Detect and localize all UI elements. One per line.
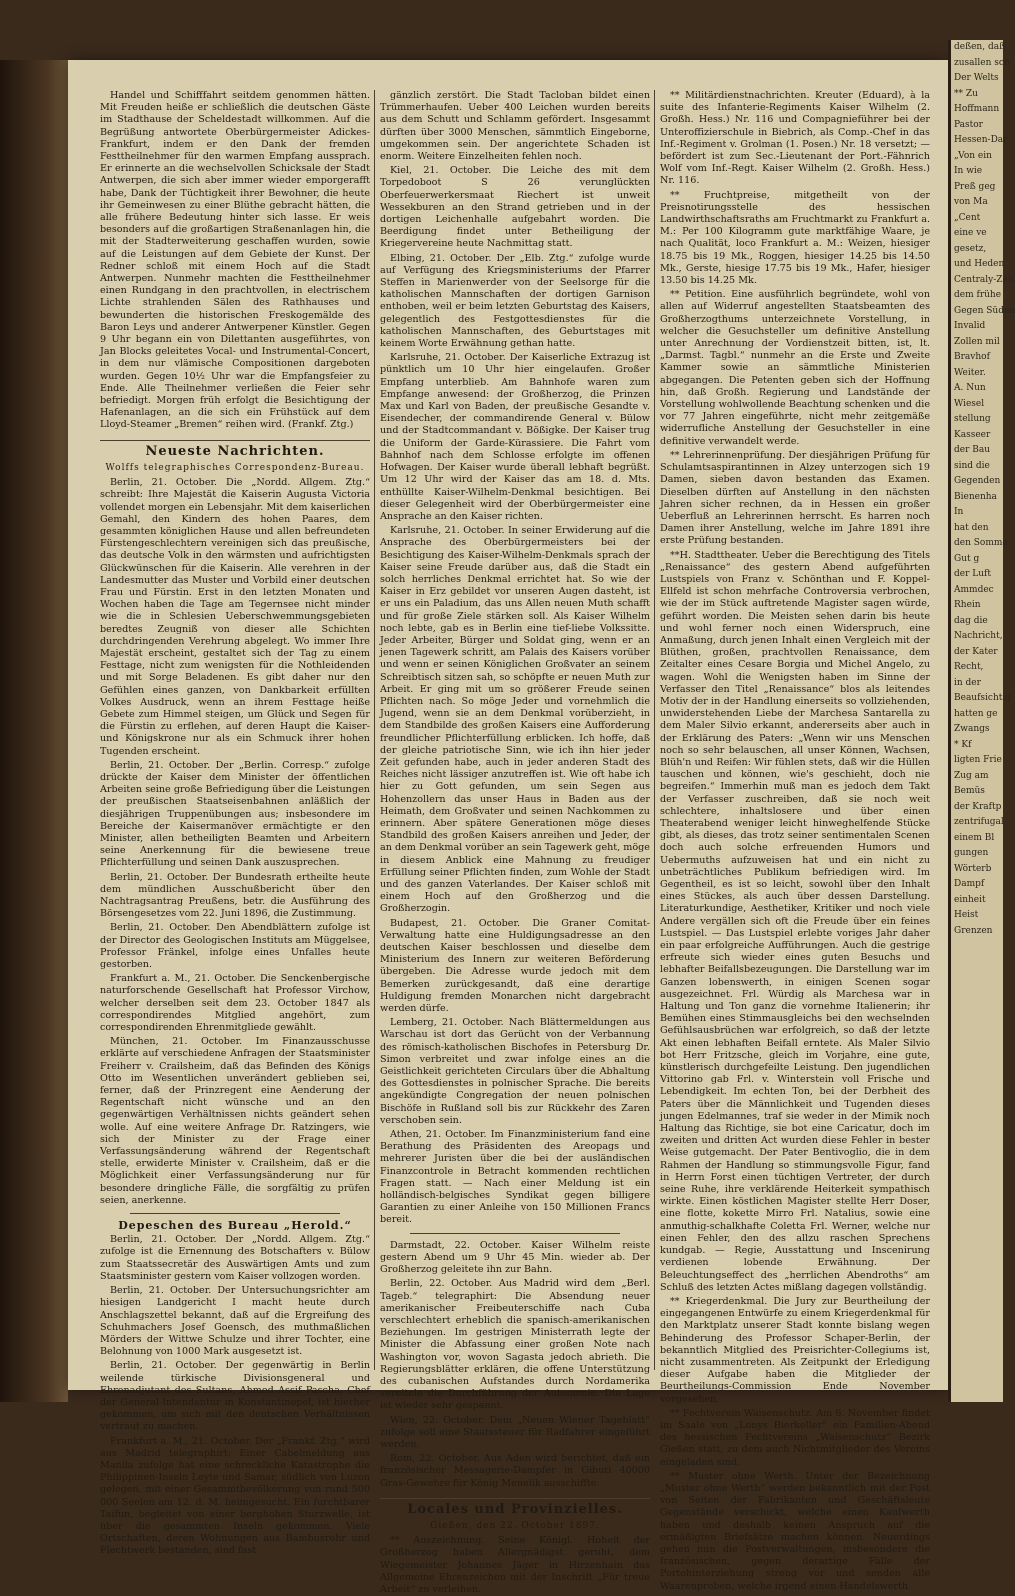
column-1 bbox=[100, 90, 370, 1557]
column-rule bbox=[374, 90, 375, 1370]
adjacent-page-line: deßen, daß bbox=[954, 42, 1006, 52]
article-paragraph: Berlin, 21. October. Den Abendblättern zufolge ist der Director des Geologischen Instituts am Müggelsee, Professor Fränkel, infolge eines Unfalles heute gestorben. bbox=[100, 922, 370, 971]
column-rule bbox=[654, 90, 655, 1370]
adjacent-page-line: Rhein bbox=[954, 600, 981, 610]
adjacent-page-line: Zollen mil bbox=[954, 336, 1000, 347]
section-heading-news: Neueste Nachrichten. bbox=[100, 440, 370, 458]
adjacent-page-line: zusallen sch bbox=[954, 57, 1010, 68]
adjacent-page-line: Kasseer bbox=[954, 429, 991, 440]
adjacent-page-line: Bravhof bbox=[954, 352, 990, 362]
adjacent-page-line: Recht, bbox=[954, 662, 984, 672]
adjacent-page-line: zentrifugal bbox=[954, 817, 1004, 827]
article-paragraph: Berlin, 21. October. Der „Nordd. Allgem. Ztg.“ zufolge ist die Ernennung des Botschafters v. Bülow zum Staatssecretär des Auswärtigen Amts und zum Staatsminister gestern vom Kaiser vollzogen worden. bbox=[100, 1234, 370, 1282]
adjacent-page-line: Gut g bbox=[954, 553, 980, 564]
adjacent-page-line: gesetz, bbox=[954, 243, 987, 254]
article-paragraph: Wien, 22. October. Dem „Neuen Wiener Tageblatt“ zufolge soll eine Staatssteuer für Radfahrer eingeführt werden. bbox=[380, 1414, 650, 1450]
article-paragraph: ** Auszeichnung. Seine Königl. Hoheit der Großherzog haben Allergnädigst geruht, dem Wiegemeister Johannes Jäger in Hirzenhain das Allgemeine Ehrenzeichen mit der Inschrift „Für treue Arbeit“ zu verleihen. bbox=[380, 1535, 650, 1595]
article-paragraph: ** Fruchtpreise, mitgetheilt von der Preisnotirungsstelle des hessischen Landwirthschaftsraths am Fruchtmarkt zu Frankfurt a. M.: Per 100 Kilogramm gute marktfähige Waare, je nach Qualität, loco Frankfurt a. M.: Weizen, hiesiger 18.75 bis 19 Mk., Roggen, hiesiger 14.25 bis 14.50 Mk., Gerste, hiesige 17.75 bis 19 Mk., Hafer, hiesiger 13.50 bis 14.25 Mk. bbox=[660, 189, 930, 287]
article-paragraph: Karlsruhe, 21. October. Der Kaiserliche Extrazug ist pünktlich um 10 Uhr hier eingelaufen. Großer Empfang unterblieb. Am Bahnhofe waren zum Empfange anwesend: der Großherzog, die Prinzen Max und Karl von Baden, der preußische Gesandte v. Eisendecher, der commandirende General v. Bülow und der Stadtcommandant v. Bößigke. Der Kaiser trug die Uniform der Garde-Kürassiere. Die Fahrt vom Bahnhof nach dem Schlosse erfolgte im offenen Hofwagen. Der Kaiser wurde überall lebhaft begrüßt. Um 12 Uhr wird der Kaiser das am 18. d. Mts. enthüllte Kaiser-Wilhelm-Denkmal besichtigen. Bei dieser Gelegenheit wird der Oberbürgermeister eine Ansprache an den Kaiser richten. bbox=[380, 352, 650, 522]
article-paragraph: Athen, 21. October. Im Finanzministerium fand eine Berathung des Präsidenten des Areopags und mehrerer Juristen über die bei der ausländischen Finanzcontrole in Betracht kommenden rechtlichen Fragen statt. — Nach einer Meldung ist ein holländisch-belgisches Syndikat gegen billigere Garantien zu einer Anleihe von 150 Millionen Francs bereit. bbox=[380, 1129, 650, 1226]
adjacent-page-line: Wiesel bbox=[954, 398, 985, 409]
adjacent-page-line: hat den bbox=[954, 522, 989, 533]
adjacent-page-line: gungen bbox=[954, 848, 989, 858]
adjacent-page-line: einem Bl bbox=[954, 832, 995, 843]
adjacent-page-line: Beaufsichtig bbox=[954, 693, 1012, 703]
adjacent-page-line: Bienenha bbox=[954, 491, 997, 502]
adjacent-page-line: „Cent bbox=[954, 212, 981, 223]
adjacent-page-line: Hessen-Dar bbox=[954, 135, 1008, 145]
article-paragraph: Elbing, 21. October. Der „Elb. Ztg.“ zufolge wurde auf Verfügung des Kriegsministeriums der Pfarrer Steffen in Marienwerder von der Seelsorge für die katholischen Mannschaften der dortigen Garnison enthoben, weil er beim letzten Geburtstag des Kaisers, gelegentlich des Festgottesdienstes für die katholischen Mannschaften, des Geburtstages mit keinem Worte Erwähnung gethan hatte. bbox=[380, 252, 650, 350]
adjacent-page-line: Weiter. bbox=[954, 367, 986, 378]
article-paragraph: gänzlich zerstört. Die Stadt Tacloban bildet einen Trümmerhaufen. Ueber 400 Leichen wurden bereits aus dem Schutt und Schlamm gefördert. Insgesammt dürften über 3000 Menschen, sämmtlich Eingeborne, umgekommen sein. Der angerichtete Schaden ist enorm. Weitere Einzelheiten fehlen noch. bbox=[380, 90, 650, 163]
adjacent-page-line: Preß geg bbox=[954, 181, 996, 192]
article-paragraph: Berlin, 22. October. Aus Madrid wird dem „Berl. Tageb.“ telegraphirt: Die Absendung neuer amerikanischer Freibeuterschiffe nach Cuba verschlechtert erheblich die spanisch-amerikanischen Beziehungen. Im gestrigen Ministerrath legte der Minister die Abfassung einer großen Note nach Washington vor, wovon Sagasta jedoch abrieth. Die Regierungsblätter erklären, die offene Unterstützung des cubanischen Aufstandes durch Nordamerika vereitele die Durchführung der Autonomie. Die Lage ist wieder sehr gespannt. bbox=[380, 1278, 650, 1412]
adjacent-page-line: „Von ein bbox=[954, 150, 992, 161]
adjacent-page-line: A. Nun bbox=[954, 383, 986, 393]
article-paragraph: Rom, 22. October. Aus Aden wird berichtet, daß ein französischer Messagerie-Dampfer in Gibuti 40000 Gras-Gewehre für König Menelik ausschiffte. bbox=[380, 1453, 650, 1489]
adjacent-page-line: In wie bbox=[954, 166, 983, 176]
adjacent-page-line: Gegenden bbox=[954, 476, 1001, 486]
article-paragraph: Karlsruhe, 21. October. In seiner Erwiderung auf die Ansprache des Oberbürgermeisters bei der Besichtigung des Kaiser-Wilhelm-Denkmals sprach der Kaiser seine Freude darüber aus, daß die Stadt ein solch herrliches Denkmal errichtet hat. So wie der Kaiser in Erz gebildet vor unseren Augen dasteht, ist er uns ein Paladium, das uns Allen neuen Muth schafft und für große Ziele stärken soll. Als Kaiser Wilhelm noch lebte, gab es in Berlin eine tief-liebe Volkssitte. Jeder Arbeiter, Bürger und Soldat ging, wenn er an jenen Tagewerk schritt, am Palais des Kaisers vorüber und wenn er seinen Königlichen Großvater an seinem Schreibtisch sitzen sah, so schöpfte er neuen Muth zur Arbeit. Er ging mit um so größerer Freude seinen Pflichten nach. So möge Jeder und vornehmlich die Jugend, wenn sie an dem Denkmal vorüberzieht, in dem Standbilde des großen Kaisers eine Aufforderung freundlicher Pflichterfüllung erblicken. Ich hoffe, daß der gleiche patriotische Sinn, wie ich ihn hier jeder Zeit gefunden habe, auch in jeder anderen Stadt des Reiches nicht lässiger anzutreffen ist. Wie oft habe ich hier zu Gott gefunden, um sein Segen aus Hohenzollern das unser Haus in Baden aus der Heimath, dem Großvater und seinen Nachkommen zu erinnern. Aber spätere Generationen möge dieses Standbild des großen Kaisers anreihen und Jeder, der an dem Denkmal vorüber an sein Tagewerk geht, möge in diesem Anblick eine Mahnung zu freudiger Erfüllung seiner Pflichten finden, zum Wohle der Stadt und des ganzen Vaterlandes. Der Kaiser schloß mit einem Hoch auf den Großherzog und die Großherzogin. bbox=[380, 525, 650, 915]
article-paragraph: **H. Stadttheater. Ueber die Berechtigung des Titels „Renaissance“ des gestern Abend aufgeführten Lustspiels von Franz v. Schönthan und F. Koppel-Ellfeld ist schon mehrfache Controversia verbrochen, wie der im Stück auftretende Magister sagen würde, geführt worden. Die Meisten sehen darin bis heute und wohl ferner noch einen Widerspruch, eine Anmaßung, durch jenen Inhalt einen Vergleich mit der Blüthen, großen, prachtvollen Renaissance, dem Zeitalter eines Cesare Borgia und Michel Angelo, zu wagen. Wohl die Wenigsten haben im Sinne der Verfasser den Titel „Renaissance“ blos als leitendes Motiv der in der Handlung einerseits so vollziehenden, unwiderstehenden Liebe der Marchesa Santarella zu dem Maler Silvio erkannt, andererseits aber auch in der Erklärung des Paters: „Wenn wir uns Menschen noch so sehr belauschen, all unser Können, Wachsen, Blüh'n und Reifen: Wir fühlen stets, daß wir die Hüllen tauschen und können, wie's geschieht, doch nie begreifen.“ Immerhin muß man es jedoch dem Takt der Verfasser zuschreiben, daß sie noch weit schlechtere, inhaltslosere und über einen Theaterabend weniger leicht hinweghelfende Stücke gibt, als dieses, das trotz seiner sentimentalen Scenen doch auch solche erfreuenden Humors und Uebermuths aufzuweisen hat und ein nicht zu unbeträchtliches Publikum befriedigen wird. Im Gegentheil, es ist so leicht, sowohl über den Inhalt eines Stückes, als auch über dessen Darstellung. Literaturkundige, Aesthetiker, Kritiker und noch viele Andere vergällen sich oft die Freude über ein feines Lustspiel. — Das Lustspiel erlebte voriges Jahr daher ein paar erfolgreiche Aufführungen. Auch die gestrige erfreute sich wieder eines guten Besuchs und lebhafter Beifallsbezeugungen. Die Darstellung war im Ganzen lobenswerth, in einigen Scenen sogar ausgezeichnet. Frl. Würdig als Marchesa war in Haltung und Ton ganz die vornehme Italienerin; ihr Bemühen eines Stimmausgleichs bei den wechselnden Gefühlsausbrüchen war erfolgreich, so daß der letzte Akt einen lebhaften Beifall erntete. Als Maler Silvio bot Herr Fritzsche, gleich im Vorjahre, eine gute, künstlerisch durchgefeilte Leistung. Den jugendlichen Vittorino gab Frl. v. Winterstein voll Frische und Lebendigkeit. Im echten Ton, bei der Derbheit des Paters über die Männlichkeit und Tugenden dieses jungen Edelmannes, traf sie weder in der Mimik noch Haltung das Richtige, sie bot eine Caricatur, doch im zweiten und dritten Act wurden diese Fehler in bester Weise gutgemacht. Der Pater Bentivoglio, die in dem Rahmen der Handlung so stimmungsvolle Figur, fand in Herrn Forst einen tüchtigen Vertreter, der durch seine Ruhe, ihre verklärende Heiterkeit sympathisch wirkte. Einen köstlichen Magister stellte Herr Doser, eine flotte, kokette Mirro Frl. Natalius, sowie eine anmuthig-schalkhafte Coletta Frl. Werner, welche nur einen Fehler, den des allzu raschen Sprechens kundgab. — Regie, Ausstattung und Inscenirung verdienen lobende Erwähnung. Der Beleuchtungseffect des „herrlichen Abendroths“ am Schluß des letzten Actes mißlang dagegen vollständig. bbox=[660, 549, 930, 1293]
newspaper-page bbox=[68, 60, 948, 1595]
article-paragraph: Frankfurt a. M., 21. October. Der „Frankf. Ztg.“ wird aus Madrid telegraphirt: Einer Cabelmeldung aus Manila zufolge hat eine schreckliche Katastrophe die Philippinen-Inseln Leyte und Samar, südlich von Luzon gelegen, mit einer Gesammtbevölkerung von rund 500 000 Seelen am 12. d. M. heimgesucht. Ein furchtbarer Taifun, begleitet von einer berghohen Sturzwelle, ist über die gesammten Inseln gekommen. Viele Ortschaften, deren Wohnungen aus Bambusrohr und Flechtwerk bestanden, sind fast bbox=[100, 1435, 370, 1557]
section-subheading-wolff: Wolffs telegraphisches Correspondenz-Bureau. bbox=[105, 462, 365, 473]
adjacent-page-line: Centraly-Zeit bbox=[954, 274, 1015, 285]
adjacent-page-line: und Heden bbox=[954, 259, 1005, 269]
separator bbox=[130, 1213, 340, 1214]
article-paragraph: Lemberg, 21. October. Nach Blättermeldungen aus Warschau ist dort das Gerücht von der Verbannung des römisch-katholischen Bischofes in Petersburg Dr. Simon verbreitet und zwar infolge eines an die Geistlichkeit gerichteten Circulars über die Abhaltung des Gottesdienstes in polnischer Sprache. Die bereits angekündigte Congregation der neuen polnischen Bischöfe in Rußland soll bis zur Rückkehr des Zaren verschoben sein. bbox=[380, 1017, 650, 1126]
article-paragraph: Berlin, 21. October. Der „Berlin. Corresp.“ zufolge drückte der Kaiser dem Minister der öffentlichen Arbeiten seine große Befriedigung über die Leistungen der preußischen Staatseisenbahnen anläßlich der diesjährigen Truppenübungen aus; insbesondere im Bereiche der Kaisermanöver ermächtigte er den Minister, allen betheiligten Beamten und Arbeitern seine Anerkennung für die bewiesene treue Pflichterfüllung und seinen Dank auszusprechen. bbox=[100, 759, 370, 869]
article-paragraph: Berlin, 21. October. Der Untersuchungsrichter am hiesigen Landgericht I macht heute durch Anschlagszettel bekannt, daß auf die Ergreifung des Schuhmachers Josef Goensch, des muthmaßlichen Mörders der Wittwe Schulze und ihrer Tochter, eine Belohnung von 1000 Mark ausgesetzt ist. bbox=[100, 1285, 370, 1358]
adjacent-page-line: stellung bbox=[954, 414, 991, 424]
adjacent-page-line: Heist bbox=[954, 910, 979, 920]
article-paragraph: Berlin, 21. October. Der gegenwärtig in Berlin weilende türkische Divisionsgeneral und Ehrenadjutant des Sultans, Ahmed Assif Pascha, Chef der General-Intendantur in Konstantinopel, ist hierher gekommen, um sich mit den deutschen Verhältnissen vertraut zu machen. bbox=[100, 1360, 370, 1433]
article-paragraph: München, 21. October. Im Finanzausschusse erklärte auf verschiedene Anfragen der Staatsminister Freiherr v. Crailsheim, daß das Befinden des Königs Otto im Wesentlichen unverändert geblieben sei, ferner, daß der Prinzregent eine Aenderung der Regentschaft nicht wünsche und an den gegenwärtigen Verhältnissen nichts geändert sehen wolle. Auf eine weitere Anfrage Dr. Ratzingers, wie sich der Minister zu der Frage einer Verfassungsänderung während der Regentschaft stelle, erwiderte Minister v. Crailsheim, daß er die Möglichkeit einer Verfassungsänderung nur für besondere dringliche Fälle, die sorgfältig zu prüfen seien, anerkenne. bbox=[100, 1036, 370, 1206]
adjacent-page-line: eine ve bbox=[954, 228, 987, 238]
adjacent-page-line: Gegen Süden bbox=[954, 305, 1015, 316]
section-heading-herold: Depeschen des Bureau „Herold.“ bbox=[118, 1219, 352, 1233]
article-paragraph: Handel und Schifffahrt seitdem genommen hätten. Mit Freuden heiße er schließlich die deutschen Gäste im Stadthause der Scheldestadt willkommen. Auf die Begrüßung antwortete Oberbürgermeister Adickes-Frankfurt, indem er den Dank der fremden Festtheilnehmer für den warmen Empfang aussprach. Er erinnerte an die wechselvollen Schicksale der Stadt Antwerpen, die sich aber immer wieder emporgerafft habe, Dank der Tüchtigkeit ihrer Bewohner, die heute ihr Gemeinwesen zu einer Blüthe gebracht hätten, die alle frühere Bedeutung hinter sich lasse. Er weis besonders auf die großartigen Straßenanlagen hin, die mit der Stadterweiterung geschaffen wurden, sowie auf die Leistungen auf dem Gebiete der Kunst. Der Redner schloß mit einem Hoch auf die Stadt Antwerpen. Nunmehr machten die Festtheilnehmer einen Rundgang in den prachtvollen, in electrischem Lichte strahlenden Sälen des Rathhauses und bewunderten die historischen Freskogemälde des Baron Leys und anderer Antwerpener Künstler. Gegen 9 Uhr begann ein von Dilettanten ausgeführtes, von Jan Blocks geleitetes Vocal- und Instrumental-Concert, in dem nur vlämische Compositionen dargeboten wurden. Gegen 10½ Uhr war die Empfangsfeier zu Ende. Alle Theilnehmer verließen die Feier sehr befriedigt. Morgen früh erfolgt die Besichtigung der Hafenanlagen, an die sich ein Frühstück auf dem Lloyd-Steamer „Bremen“ reihen wird. (Frankf. Ztg.) bbox=[100, 90, 370, 431]
adjacent-page-line: Grenzen bbox=[954, 925, 993, 936]
article-paragraph: Frankfurt a. M., 21. October. Die Senckenbergische naturforschende Gesellschaft hat Professor Virchow, welcher derselben seit dem 23. October 1847 als correspondirendes Mitglied angehört, zum correspondirenden Ehrenmitgliede gewählt. bbox=[100, 973, 370, 1034]
adjacent-page-line: dag die bbox=[954, 615, 988, 626]
adjacent-page-line: einheit bbox=[954, 894, 986, 905]
separator bbox=[410, 1233, 620, 1234]
adjacent-page-line: Invalid bbox=[954, 321, 986, 331]
adjacent-page-line: * Kf bbox=[954, 739, 972, 750]
adjacent-page-line: Dampf bbox=[954, 879, 985, 889]
adjacent-page-line: hatten ge bbox=[954, 708, 998, 719]
article-paragraph: ** Lehrerinnenprüfung. Der diesjährigen Prüfung für Schulamtsaspirantinnen in Alzey unterzogen sich 19 Damen, sieben davon bestanden das Examen. Dieselben dürften auf Anstellung in den nächsten Jahren sicher rechnen, da in Hessen ein großer Ueberfluß an Lehrerinnen herrscht. Es harren noch Damen ihrer Anstellung, welche im Jahre 1891 ihre erste Prüfung bestanden. bbox=[660, 449, 930, 547]
adjacent-page-line: Pastor bbox=[954, 119, 983, 130]
article-paragraph: Budapest, 21. October. Die Graner Comitat-Verwaltung hatte eine Huldigungsadresse an den deutschen Kaiser beschlossen und dieselbe dem Ministerium des Innern zur weiteren Beförderung übergeben. Die Adresse wurde jedoch mit dem Bemerken zurückgesandt, daß eine derartige Huldigung fremden Monarchen nicht dargebracht werden dürfe. bbox=[380, 917, 650, 1015]
adjacent-page-line: Zwangs bbox=[954, 724, 990, 734]
article-paragraph: Berlin, 21. October. Die „Nordd. Allgem. Ztg.“ schreibt: Ihre Majestät die Kaiserin Augusta Victoria vollendet morgen ein Lebensjahr. Mit dem kaiserlichen Gemahl, den Kindern des hohen Paares, dem gesammten königlichen Hause und allen befreundeten Fürstengeschlechtern vereinigen sich das preußische, das deutsche Volk in den wärmsten und aufrichtigsten Glückwünschen für die Kaiserin. Alle verehren in der Landesmutter das Muster und Vorbild einer deutschen Frau und Fürstin. Erst in den letzten Monaten und Wochen haben die Tage am Tegernsee nicht minder wie die in Schlesien Ueberschwemmungsgebieten beredtes Zeugniß von dieser alle Schichten durchdringenden Verehrung abgelegt. Wo immer Ihre Majestät erscheint, gestaltet sich der Tag zu einem Festtage, nicht zum wenigsten für die Nothleidenden und mit Sorge Beladenen. Es gibt daher nur den Gefühlen eines ganzen, von Dankbarkeit erfüllten Volkes Ausdruck, wenn an ihrem Festtage heiße Gebete zum Himmel steigen, um Glück und Segen für die Fürstin zu erflehen, auf deren Haupt die Kaiser- und Königskrone nur als ein Schmuck ihrer hohen Tugenden erscheint. bbox=[100, 477, 370, 757]
adjacent-page-line: In bbox=[954, 507, 964, 517]
adjacent-page-line: der Kraftp bbox=[954, 801, 1002, 812]
adjacent-page-line: Ammdec bbox=[954, 584, 994, 595]
article-paragraph: Berlin, 21. October. Der Bundesrath ertheilte heute dem mündlichen Ausschußbericht über den Nachtragsantrag Preußens, betr. die Ausführung des Börsengesetzes vom 22. Juni 1896, die Zustimmung. bbox=[100, 871, 370, 920]
article-paragraph: ** Fechtverein Waisenschutz. Am 6. November findet im Saale von „Lonys Bierkeller“ ein Familien-Abend des hessischen Fechtvereins „Waisenschutz“ Bezirk Gießen statt, zu dem auch Nichtmitglieder des Vereins eingeladen sind. bbox=[660, 1407, 930, 1468]
adjacent-page-line: Hoffmann bbox=[954, 104, 1000, 114]
article-paragraph: Darmstadt, 22. October. Kaiser Wilhelm reiste gestern Abend um 9 Uhr 45 Min. wieder ab. Der Großherzog geleitete ihn zur Bahn. bbox=[380, 1239, 650, 1276]
adjacent-page-line: von Ma bbox=[954, 197, 988, 207]
adjacent-page-line: der Bau bbox=[954, 445, 991, 455]
column-3 bbox=[660, 90, 930, 1592]
article-paragraph: ** Kriegerdenkmal. Die Jury zur Beurtheilung der eingegangenen Entwürfe zu einem Kriegerdenkmal für den Marktplatz unserer Stadt konnte bislang wegen Behinderung des Professor Schaper-Berlin, der bekanntlich Mitglied des Preisrichter-Collegiums ist, nicht zusammentreten. Als Zeitpunkt der Erledigung dieser Aufgabe haben die Mitglieder der Beurtheilungs-Commission Ende November vorgesehen. bbox=[660, 1295, 930, 1405]
adjacent-page-line: der Kater bbox=[954, 646, 998, 657]
adjacent-page-line: ** Zu bbox=[954, 88, 978, 99]
article-paragraph: Kiel, 21. October. Die Leiche des mit dem Torpedoboot S 26 verunglückten Oberfeuerwerkersmaat Riechert ist unweit Wessekburen an den Strand getrieben und in der dortigen Leichenhalle aufgebahrt worden. Die Beerdigung findet unter Betheiligung der Kriegervereine heute Nachmittag statt. bbox=[380, 165, 650, 250]
adjacent-page-line: sind die bbox=[954, 460, 990, 471]
article-paragraph: ** Petition. Eine ausführlich begründete, wohl von allen auf Widerruf angestellten Staatsbeamten des Großherzogthums unterzeichnete Vorstellung, in welcher die Gesuchsteller um definitive Anstellung unter Anrechnung der Vordienstzeit bitten, ist, lt. „Darmst. Tagbl.“ nunmehr an die Erste und Zweite Kammer sowie an sämmtliche Ministerien abgegangen. Die Petenten geben sich der Hoffnung hin, daß Großh. Regierung und Landstände der Vorstellung wohlwollende Beachtung schenken und die vor 77 Jahren eingeführte, nicht mehr zeitgemäße widerrufliche Anstellung der Gesuchsteller in eine definitive verwandelt werde. bbox=[660, 289, 930, 447]
adjacent-page-line: Zug am bbox=[954, 770, 989, 781]
section-heading-locales: Locales und Provinzielles. bbox=[380, 1498, 650, 1516]
dateline: Gießen, den 22. October 1897. bbox=[430, 1520, 600, 1531]
column-2 bbox=[380, 90, 650, 1595]
adjacent-page-line: Nachricht, bbox=[954, 631, 1003, 641]
adjacent-page-line: in der bbox=[954, 677, 981, 688]
adjacent-page-line: der Luft bbox=[954, 569, 991, 579]
article-paragraph: ** Muster ohne Werth. Unter der Bezeichnung „Muster ohne Werth“ werden bekanntlich mit der Post von Seiten der Fabrikanten und Geschäftsleute Gegenstände verschickt, welche einen Kaufwerth haben und deshalb keinen Anspruch auf die ermäßigten Briefsätze machen können. Neuerdings gehen nun die Postverwaltungen, insbesondere die französischen, gegen derartige Fälle der Portohinterziehung streng vor und senden alle Waarenproben, welche irgend einen Handelswerth bbox=[660, 1470, 930, 1592]
article-paragraph: ** Militärdienstnachrichten. Kreuter (Eduard), à la suite des Infanterie-Regiments Kaiser Wilhelm (2. Großh. Hess.) Nr. 116 und Compagnieführer bei der Unteroffizierschule in Biebrich, als Comp.-Chef in das Inf.-Regiment v. Grolman (1. Posen.) Nr. 18 versetzt; — befördert ist zum Sec.-Lieutenant der Port.-Fähnrich Wolf vom Inf.-Regt. Kaiser Wilhelm (2. Großh. Hess.) Nr. 116. bbox=[660, 90, 930, 187]
adjacent-page-line: dem frühe bbox=[954, 290, 1002, 300]
adjacent-page-edge bbox=[948, 40, 1015, 1402]
adjacent-page-line: Der Welts bbox=[954, 73, 999, 83]
adjacent-page-line: Bemüs bbox=[954, 786, 985, 796]
book-gutter bbox=[0, 60, 68, 1402]
adjacent-page-line: ligten Frie bbox=[954, 755, 1002, 765]
adjacent-page-line: den Somme bbox=[954, 538, 1008, 548]
adjacent-page-line: Wörterb bbox=[954, 863, 992, 874]
